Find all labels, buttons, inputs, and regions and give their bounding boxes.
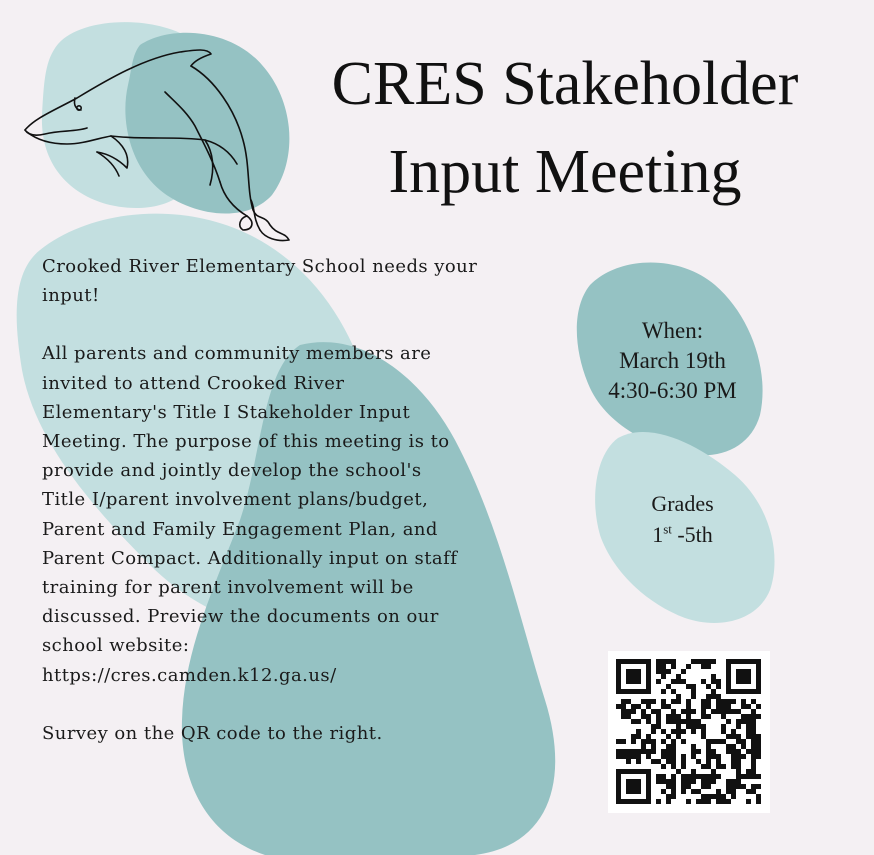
grades-start: 1 bbox=[652, 522, 664, 547]
dolphin-line-art-icon bbox=[15, 40, 300, 245]
description-line-4: Meeting. The purpose of this meeting is to bbox=[42, 431, 450, 453]
description-line-5: provide and jointly develop the school's bbox=[42, 460, 422, 482]
when-date: March 19th bbox=[619, 348, 726, 373]
intro-text: Crooked River Elementary School needs your input! bbox=[42, 256, 478, 307]
description-line-3: Elementary's Title I Stakeholder Input bbox=[42, 401, 411, 423]
description-line-8: Parent Compact. Additionally input on staff bbox=[42, 547, 458, 569]
website-text: https://cres.camden.k12.ga.us/ bbox=[42, 664, 337, 686]
description-line-11: school website: bbox=[42, 635, 190, 657]
title-line-2: Input Meeting bbox=[388, 138, 742, 206]
page-title bbox=[300, 40, 830, 216]
survey-text: Survey on the QR code to the right. bbox=[42, 722, 383, 744]
description-line-7: Parent and Family Engagement Plan, and bbox=[42, 518, 438, 540]
grades-info bbox=[600, 488, 765, 550]
description-line-2: invited to attend Crooked River bbox=[42, 372, 345, 394]
grades-range bbox=[600, 519, 765, 550]
when-info bbox=[585, 316, 760, 406]
grades-start-suffix: st bbox=[663, 521, 672, 537]
when-label: When: bbox=[641, 318, 704, 343]
description-line-1: All parents and community members are bbox=[42, 343, 432, 365]
grades-end: -5th bbox=[671, 522, 713, 547]
description-line-10: discussed. Preview the documents on our bbox=[42, 606, 439, 628]
grades-label: Grades bbox=[651, 491, 714, 516]
description-line-9: training for parent involvement will be bbox=[42, 577, 414, 599]
qr-code-icon[interactable] bbox=[608, 651, 770, 813]
when-time: 4:30-6:30 PM bbox=[608, 378, 737, 403]
title-line-1: CRES Stakeholder bbox=[331, 50, 799, 118]
meeting-description bbox=[42, 252, 512, 748]
description-line-6: Title I/parent involvement plans/budget, bbox=[42, 489, 429, 511]
